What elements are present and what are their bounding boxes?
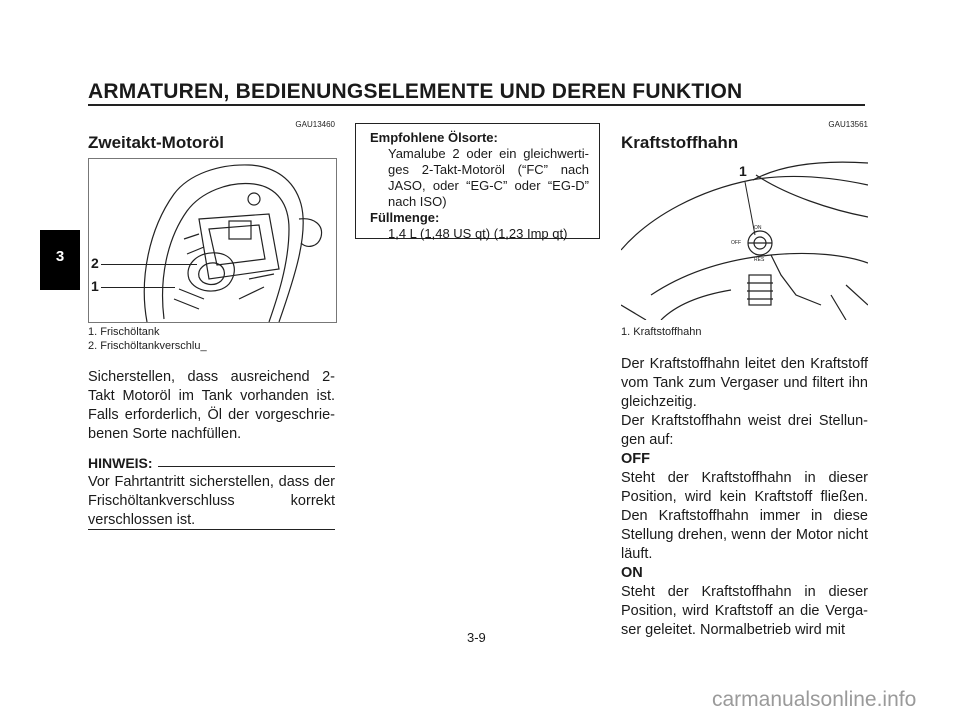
right-section-code: GAU13561 [828,120,868,129]
valve-label-on: ON [754,225,762,231]
valve-label-off: OFF [731,240,741,246]
on-text: Steht der Kraftstoffhahn in dieser Position, wird Kraftstoff an die Verga-ser geleitet. Normalbetrieb wird mit [621,584,868,638]
fuel-valve-intro: Der Kraftstoffhahn leitet den Kraftstoff vom Tank zum Vergaser und filtert ihn gleichzeitig. [621,356,868,410]
recommended-oil-label: Empfohlene Ölsorte: [370,130,498,145]
fill-quantity-label: Füllmenge: [370,210,440,225]
left-body-text: Sicherstellen, dass ausreichend 2-Takt Motoröl im Tank vorhanden ist. Falls erforderlich, Öl der vorgeschrie-benen Sorte nachfüllen. [88,369,335,442]
title-rule [88,104,865,106]
page-title: ARMATUREN, BEDIENUNGSELEMENTE UND DEREN FUNKTION [88,80,743,103]
oil-tank-figure [88,158,337,323]
fuel-figure-caption: 1. Kraftstoffhahn [621,326,702,338]
note-heading-rule [158,466,335,467]
fuel-figure-label-1: 1 [739,163,747,179]
oil-spec-box [355,123,600,239]
right-body-text [621,355,868,640]
left-section-code: GAU13460 [295,120,335,129]
fuel-valve-positions: Der Kraftstoffhahn weist drei Stellun-gen auf: [621,413,868,448]
valve-label-res: RES [754,257,765,263]
off-heading: OFF [621,451,650,467]
figure-label-1: 1 [91,278,99,294]
motorcycle-seat-illustration [89,159,336,322]
fuel-valve-figure [621,155,868,320]
page-number: 3-9 [467,630,486,645]
on-heading: ON [621,565,643,581]
right-section-title: Kraftstoffhahn [621,133,739,152]
note-heading: HINWEIS: [88,455,153,471]
left-section-title: Zweitakt-Motoröl [88,133,224,152]
figure-caption-2: 2. Frischöltankverschlu_ [88,340,207,352]
off-text: Steht der Kraftstoffhahn in dieser Position, wird kein Kraftstoff fließen. Den Kraftstoffhahn immer in diese Stellung drehen, wenn der Motor nicht läuft. [621,470,868,562]
note-end-rule [88,529,335,530]
figure-label-2: 2 [91,255,99,271]
fuel-tank-illustration [621,155,868,320]
fill-quantity-text: 1,4 L (1,48 US qt) (1,23 Imp qt) [388,226,568,241]
note-text: Vor Fahrtantritt sicherstellen, dass der Frischöltankverschluss korrekt verschlossen ist. [88,474,335,528]
chapter-tab-number: 3 [55,248,65,265]
leader-line-1 [101,287,175,288]
recommended-oil-text: Yamalube 2 oder ein gleichwerti-ges 2-Takt-Motoröl (“FC” nach JASO, oder “EG-C” oder “EG-D” nach ISO) [388,146,589,209]
watermark: carmanualsonline.info [712,688,917,711]
figure-caption-1: 1. Frischöltank [88,326,160,338]
leader-line-2 [101,264,197,265]
